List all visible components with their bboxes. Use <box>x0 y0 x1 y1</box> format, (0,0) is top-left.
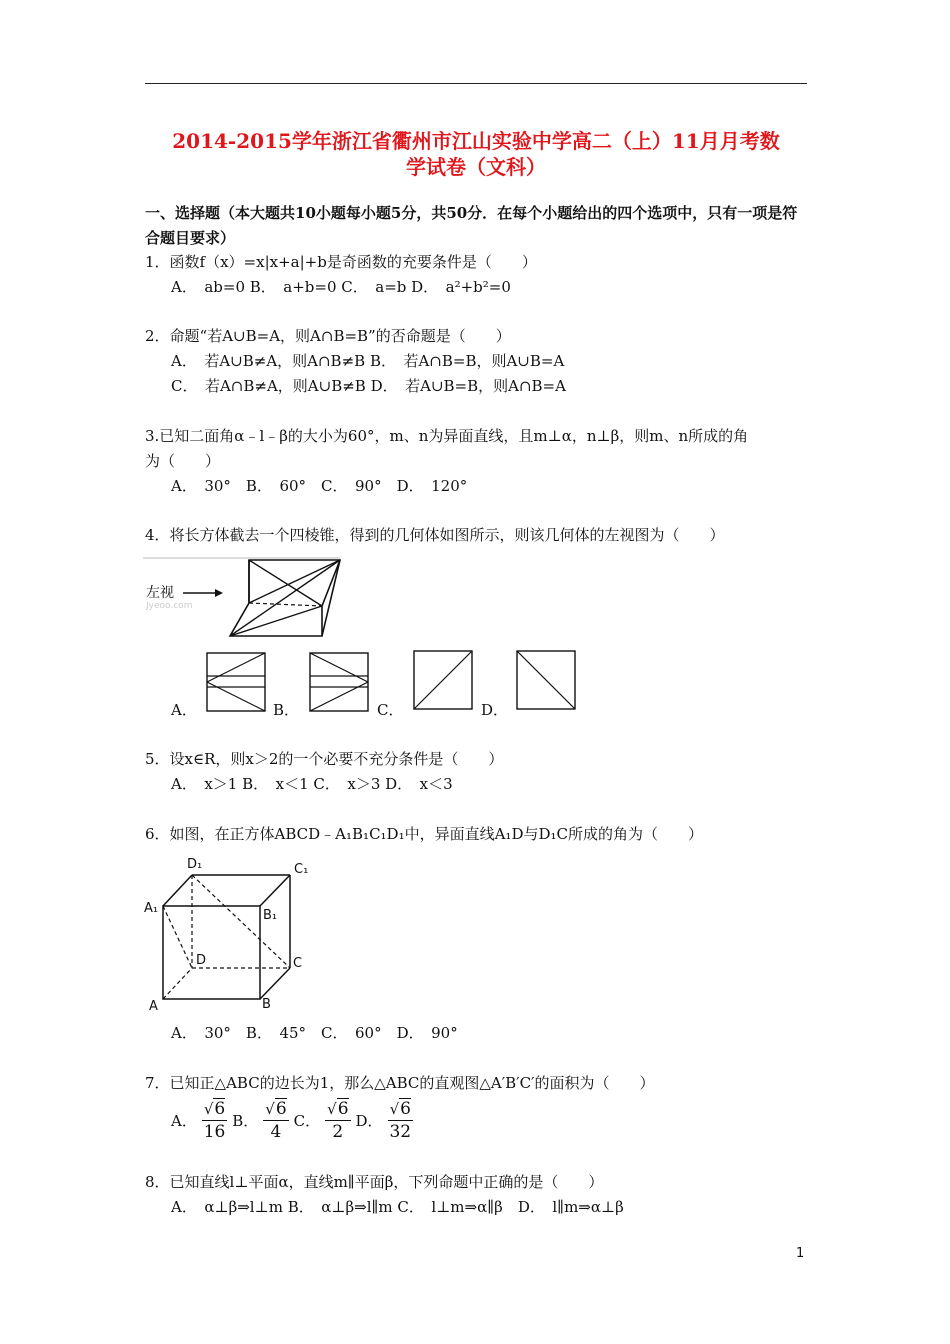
question-3-stem: 3.已知二面角α﹣l﹣β的大小为60°，m、n为异面直线，且m⊥α，n⊥β，则m、n所成的角 <box>145 427 749 445</box>
option-b-label: B． <box>273 701 300 719</box>
vertex-d1: D₁ <box>187 857 203 872</box>
title-line-2: 学试卷（文科） <box>406 155 546 179</box>
question-5-options: A． x＞1 B． x＜1 C． x＞3 D． x＜3 <box>171 775 453 793</box>
question-2-stem: 2．命题“若A∪B=A，则A∩B=B”的否命题是（ ） <box>145 327 511 345</box>
question-8-options: A． α⊥β⇒l⊥m B． α⊥β⇒l∥m C． l⊥m⇒α∥β D． l∥m⇒α⊥β <box>171 1198 624 1216</box>
vertex-c1: C₁ <box>294 862 309 877</box>
title-line-1: 2014-2015学年浙江省衢州市江山实验中学高二（上）11月月考数 <box>172 129 780 153</box>
question-7-options <box>171 1098 418 1143</box>
option-c-label: C． <box>377 701 404 719</box>
header-rule <box>145 83 807 84</box>
question-8-stem: 8．已知直线l⊥平面α，直线m∥平面β，下列命题中正确的是（ ） <box>145 1173 604 1191</box>
fig-label-left-view: 左视 <box>146 585 174 601</box>
question-6-options: A． 30° B． 45° C． 60° D． 90° <box>171 1024 458 1042</box>
option-d-label: D． <box>481 701 509 719</box>
option-c-figure <box>413 650 473 710</box>
question-7-stem: 7．已知正△ABC的边长为1，那么△ABC的直观图△A′B′C′的面积为（ ） <box>145 1074 655 1092</box>
page-number: 1 <box>796 1246 805 1261</box>
question-4-stem: 4．将长方体截去一个四棱锥，得到的几何体如图所示，则该几何体的左视图为（ ） <box>145 526 725 544</box>
question-1-options: A． ab=0 B． a+b=0 C． a=b D． a²+b²=0 <box>171 278 511 296</box>
vertex-a: A <box>149 999 158 1014</box>
option-d-figure <box>516 650 576 710</box>
vertex-b1: B₁ <box>263 908 278 923</box>
q7-opt-c-fraction: $\frac{√6}{2}$ <box>327 1099 349 1142</box>
page-title <box>145 128 807 180</box>
q7-opt-c-letter: C． <box>293 1112 321 1130</box>
q7-opt-a-fraction: $\frac{√6}{16}$ <box>203 1099 226 1142</box>
question-3-stem-cont: 为（ ） <box>145 452 221 470</box>
question-4-figure <box>143 557 343 639</box>
option-b-figure <box>309 652 369 712</box>
q7-opt-b-fraction: $\frac{√6}{4}$ <box>265 1099 287 1142</box>
question-5-stem: 5．设x∈R，则x＞2的一个必要不充分条件是（ ） <box>145 750 504 768</box>
q7-opt-a-letter: A． <box>171 1112 197 1130</box>
option-a-label: A． <box>171 701 197 719</box>
option-a-figure <box>206 652 266 712</box>
vertex-b: B <box>262 997 271 1012</box>
watermark: Jyeoo.com <box>146 601 193 611</box>
q7-opt-d-fraction: $\frac{√6}{32}$ <box>389 1099 412 1142</box>
vertex-a1: A₁ <box>144 901 159 916</box>
question-6-stem: 6．如图，在正方体ABCD﹣A₁B₁C₁D₁中，异面直线A₁D与D₁C所成的角为（ ） <box>145 825 703 843</box>
q7-opt-b-letter: B． <box>232 1112 259 1130</box>
vertex-c: C <box>293 956 303 971</box>
section-heading: 一、选择题（本大题共10小题每小题5分，共50分．在每个小题给出的四个选项中，只有一项是符合题目要求） <box>145 204 798 247</box>
question-2-options-row2: C． 若A∩B≠A，则A∪B≠B D． 若A∪B=B，则A∩B=A <box>171 377 566 395</box>
question-3-options: A． 30° B． 60° C． 90° D． 120° <box>171 477 468 495</box>
question-2-options-row1: A． 若A∪B≠A，则A∩B≠B B． 若A∩B=B，则A∪B=A <box>171 352 565 370</box>
question-1-stem: 1．函数f（x）=x|x+a|+b是奇函数的充要条件是（ ） <box>145 253 537 271</box>
question-6-cube-figure <box>143 853 323 1013</box>
vertex-d: D <box>196 953 207 968</box>
q7-opt-d-letter: D． <box>355 1112 383 1130</box>
